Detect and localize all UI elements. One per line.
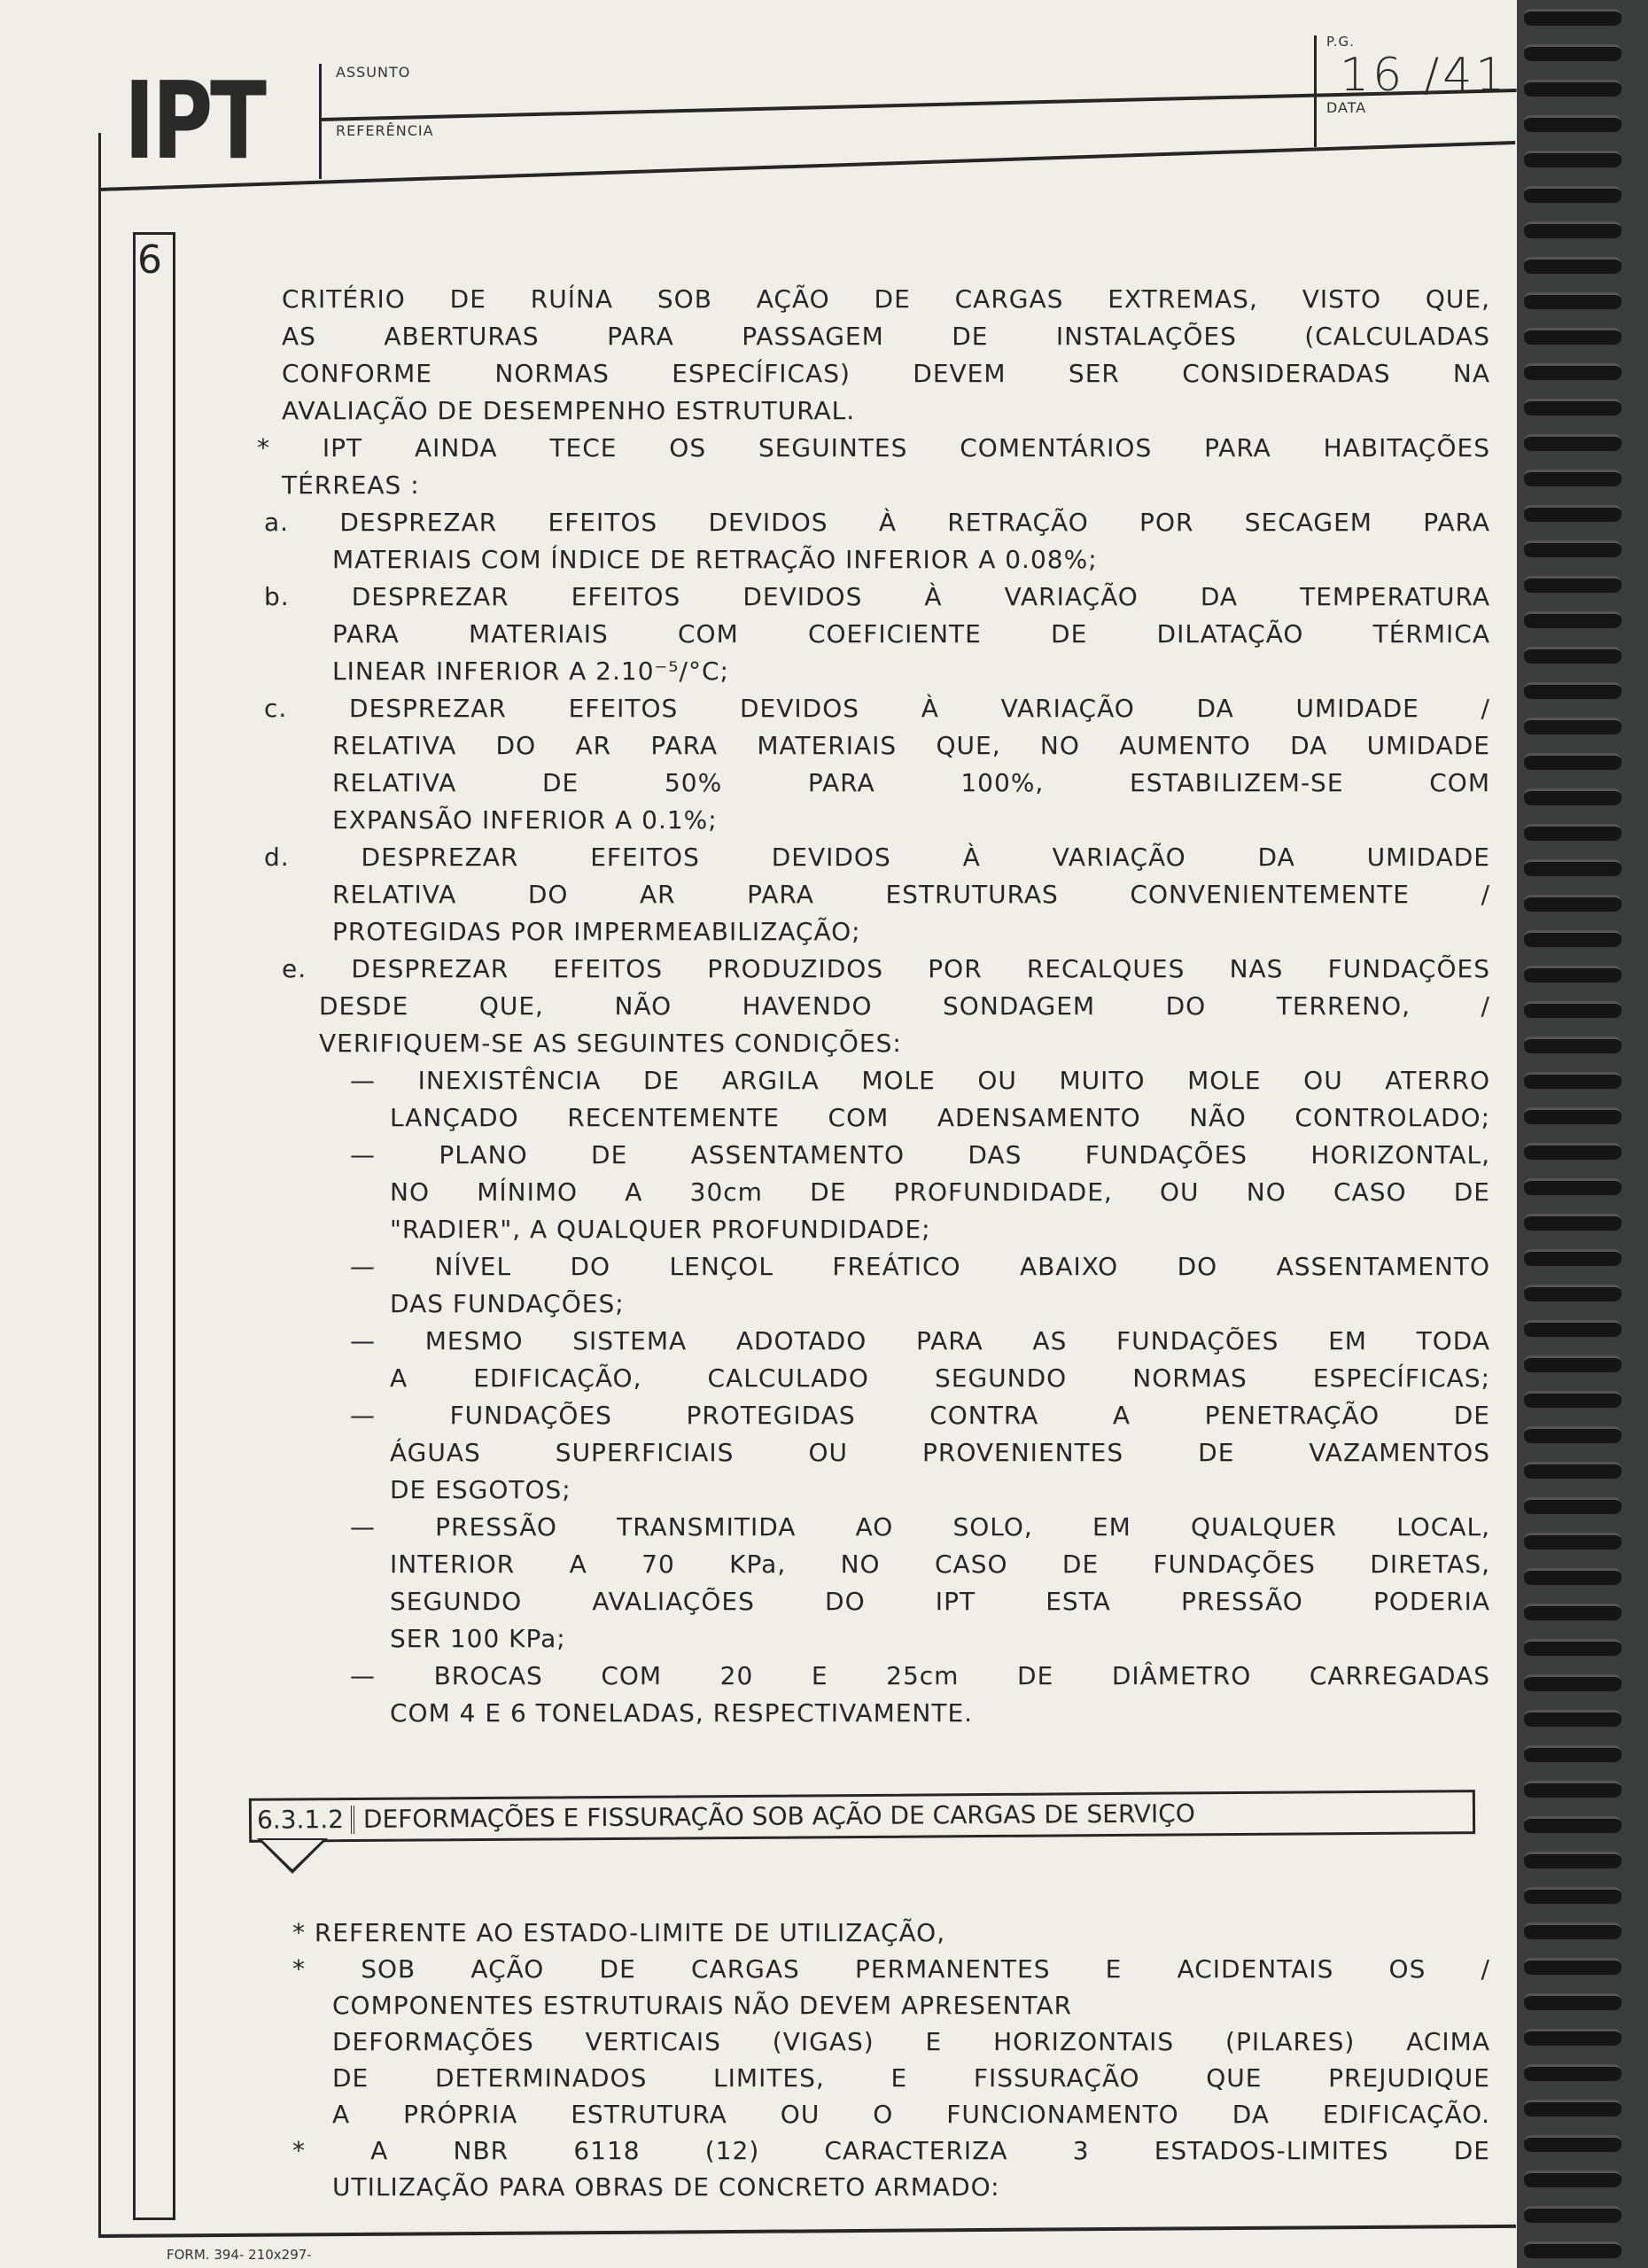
text-line: * REFERENTE AO ESTADO-LIMITE DE UTILIZAÇÃO,	[292, 1918, 946, 1947]
spiral-coil	[1524, 257, 1621, 274]
text-line: SER 100 KPa;	[390, 1624, 566, 1653]
text-line: SEGUNDO AVALIAÇÕES DO IPT ESTA PRESSÃO PODERIA	[390, 1587, 1490, 1616]
spiral-coil	[1524, 2171, 1621, 2187]
text-line: TÉRREAS :	[282, 470, 420, 500]
spiral-coil	[1524, 1426, 1621, 1443]
text-line: — PRESSÃO TRANSMITIDA AO SOLO, EM QUALQUER LOCAL,	[350, 1512, 1490, 1542]
spiral-coil	[1524, 9, 1621, 26]
text-line: — BROCAS COM 20 E 25cm DE DIÂMETRO CARREGADAS	[350, 1661, 1490, 1690]
spiral-coil	[1524, 611, 1621, 628]
text-line: — INEXISTÊNCIA DE ARGILA MOLE OU MUITO MOLE OU ATERRO	[350, 1066, 1490, 1095]
spiral-coil	[1524, 824, 1621, 841]
text-line: RELATIVA DO AR PARA ESTRUTURAS CONVENIENTEMENTE /	[332, 880, 1490, 909]
text-line: d. DESPREZAR EFEITOS DEVIDOS À VARIAÇÃO DA UMIDADE	[264, 843, 1490, 872]
text-line: PROTEGIDAS POR IMPERMEABILIZAÇÃO;	[332, 917, 861, 946]
text-line: AVALIAÇÃO DE DESEMPENHO ESTRUTURAL.	[282, 396, 856, 425]
text-line: e. DESPREZAR EFEITOS PRODUZIDOS POR RECALQUES NAS FUNDAÇÕES	[282, 954, 1490, 983]
text-line: — MESMO SISTEMA ADOTADO PARA AS FUNDAÇÕES EM TODA	[350, 1326, 1490, 1355]
spiral-coil	[1524, 1037, 1621, 1053]
spiral-coil	[1524, 1993, 1621, 2010]
spiral-coil	[1524, 1072, 1621, 1089]
spiral-coil	[1524, 1568, 1621, 1585]
text-line: b. DESPREZAR EFEITOS DEVIDOS À VARIAÇÃO DA TEMPERATURA	[264, 582, 1490, 611]
text-line: DE ESGOTOS;	[390, 1475, 571, 1504]
text-line: DEFORMAÇÕES VERTICAIS (VIGAS) E HORIZONTAIS (PILARES) ACIMA	[332, 2027, 1490, 2056]
spiral-coil	[1524, 1639, 1621, 1656]
spiral-coil	[1524, 44, 1621, 61]
spiral-coil	[1524, 1710, 1621, 1727]
assunto-label: ASSUNTO	[336, 64, 411, 81]
header-bottom-line	[98, 141, 1515, 191]
text-line: — NÍVEL DO LENÇOL FREÁTICO ABAIXO DO ASSENTAMENTO	[350, 1252, 1490, 1281]
spiral-coil	[1524, 186, 1621, 203]
spiral-coil	[1524, 576, 1621, 593]
margin-number: 6	[137, 237, 162, 283]
spiral-coil	[1524, 1958, 1621, 1975]
spiral-coil	[1524, 399, 1621, 416]
heading-triangle-icon	[257, 1838, 328, 1874]
text-line: RELATIVA DO AR PARA MATERIAIS QUE, NO AUMENTO DA UMIDADE	[332, 731, 1490, 760]
text-line: DAS FUNDAÇÕES;	[390, 1289, 625, 1318]
spiral-coil	[1524, 930, 1621, 947]
spiral-binding	[1517, 0, 1648, 2268]
spiral-coil	[1524, 788, 1621, 805]
text-line: PARA MATERIAIS COM COEFICIENTE DE DILATAÇÃO TÉRMICA	[332, 619, 1490, 649]
spiral-coil	[1524, 1001, 1621, 1018]
data-label: DATA	[1326, 99, 1367, 116]
spiral-coil	[1524, 1745, 1621, 1762]
spiral-coil	[1524, 80, 1621, 97]
text-line: a. DESPREZAR EFEITOS DEVIDOS À RETRAÇÃO POR SECAGEM PARA	[264, 508, 1490, 537]
spiral-coil	[1524, 2100, 1621, 2117]
section-title: DEFORMAÇÕES E FISSURAÇÃO SOB AÇÃO DE CARGAS DE SERVIÇO	[362, 1798, 1195, 1834]
spiral-coil	[1524, 718, 1621, 734]
spiral-coil	[1524, 895, 1621, 912]
text-line: RELATIVA DE 50% PARA 100%, ESTABILIZEM-SE COM	[332, 768, 1490, 797]
spiral-coil	[1524, 1214, 1621, 1231]
spiral-coil	[1524, 1355, 1621, 1372]
referencia-label: REFERÊNCIA	[336, 122, 434, 139]
spiral-coil	[1524, 328, 1621, 345]
spiral-coil	[1524, 1816, 1621, 1833]
text-line: * IPT AINDA TECE OS SEGUINTES COMENTÁRIOS PARA HABITAÇÕES	[257, 433, 1490, 462]
text-line: UTILIZAÇÃO PARA OBRAS DE CONCRETO ARMADO:	[332, 2172, 1000, 2202]
spiral-coil	[1524, 2135, 1621, 2152]
page-number: 16 /41	[1340, 49, 1509, 102]
text-line: NO MÍNIMO A 30cm DE PROFUNDIDADE, OU NO CASO DE	[390, 1177, 1490, 1207]
spiral-coil	[1524, 540, 1621, 557]
spiral-coil	[1524, 505, 1621, 522]
spiral-coil	[1524, 1249, 1621, 1266]
page-frame-left	[98, 133, 101, 2237]
pg-label: P.G.	[1326, 34, 1355, 50]
spiral-coil	[1524, 151, 1621, 167]
text-line: DESDE QUE, NÃO HAVENDO SONDAGEM DO TERRENO, /	[319, 991, 1490, 1021]
text-line: DE DETERMINADOS LIMITES, E FISSURAÇÃO QUE PREJUDIQUE	[332, 2063, 1490, 2093]
spiral-coil	[1524, 470, 1621, 486]
text-line: — FUNDAÇÕES PROTEGIDAS CONTRA A PENETRAÇÃO DE	[350, 1401, 1490, 1430]
spiral-coil	[1524, 1285, 1621, 1301]
text-line: c. DESPREZAR EFEITOS DEVIDOS À VARIAÇÃO DA UMIDADE /	[264, 694, 1490, 723]
spiral-coil	[1524, 647, 1621, 664]
spiral-coil	[1524, 966, 1621, 983]
spiral-coil	[1524, 1533, 1621, 1550]
spiral-coil	[1524, 2241, 1621, 2258]
spiral-coil	[1524, 1143, 1621, 1160]
spiral-coil	[1524, 292, 1621, 309]
spiral-coil	[1524, 1781, 1621, 1798]
spiral-coil	[1524, 1320, 1621, 1337]
spiral-coil	[1524, 1922, 1621, 1939]
text-line: INTERIOR A 70 KPa, NO CASO DE FUNDAÇÕES DIRETAS,	[390, 1550, 1490, 1579]
text-line: EXPANSÃO INFERIOR A 0.1%;	[332, 805, 718, 835]
text-line: * A NBR 6118 (12) CARACTERIZA 3 ESTADOS-LIMITES DE	[292, 2136, 1490, 2165]
page-frame-bottom	[98, 2225, 1516, 2238]
text-line: COM 4 E 6 TONELADAS, RESPECTIVAMENTE.	[390, 1698, 974, 1728]
spiral-coil	[1524, 1391, 1621, 1408]
ipt-logo: IPT	[124, 60, 264, 183]
spiral-coil	[1524, 1178, 1621, 1195]
spiral-coil	[1524, 221, 1621, 238]
spiral-coil	[1524, 1674, 1621, 1691]
text-line: A EDIFICAÇÃO, CALCULADO SEGUNDO NORMAS ESPECÍFICAS;	[390, 1363, 1490, 1393]
pg-divider	[1314, 35, 1317, 147]
text-line: CONFORME NORMAS ESPECÍFICAS) DEVEM SER CONSIDERADAS NA	[282, 359, 1490, 388]
spiral-coil	[1524, 1887, 1621, 1904]
spiral-coil	[1524, 1497, 1621, 1514]
text-line: * SOB AÇÃO DE CARGAS PERMANENTES E ACIDENTAIS OS /	[292, 1954, 1490, 1984]
section-heading	[249, 1790, 1475, 1843]
text-line: AS ABERTURAS PARA PASSAGEM DE INSTALAÇÕES (CALCULADAS	[282, 322, 1490, 351]
spiral-coil	[1524, 682, 1621, 699]
section-number: 6.3.1.2	[252, 1806, 354, 1835]
text-line: A PRÓPRIA ESTRUTURA OU O FUNCIONAMENTO DA EDIFICAÇÃO.	[332, 2100, 1490, 2129]
text-line: VERIFIQUEM-SE AS SEGUINTES CONDIÇÕES:	[319, 1029, 902, 1058]
spiral-coil	[1524, 1107, 1621, 1124]
spiral-coil	[1524, 115, 1621, 132]
spiral-coil	[1524, 859, 1621, 876]
text-line: COMPONENTES ESTRUTURAIS NÃO DEVEM APRESENTAR	[332, 1991, 1073, 2020]
spiral-coil	[1524, 1604, 1621, 1620]
margin-column	[133, 232, 175, 2220]
spiral-coil	[1524, 753, 1621, 770]
spiral-coil	[1524, 2206, 1621, 2223]
spiral-coil	[1524, 2064, 1621, 2081]
text-line: — PLANO DE ASSENTAMENTO DAS FUNDAÇÕES HORIZONTAL,	[350, 1140, 1490, 1169]
text-line: ÁGUAS SUPERFICIAIS OU PROVENIENTES DE VAZAMENTOS	[390, 1438, 1490, 1467]
text-line: MATERIAIS COM ÍNDICE DE RETRAÇÃO INFERIOR A 0.08%;	[332, 545, 1098, 574]
spiral-coil	[1524, 434, 1621, 451]
spiral-coil	[1524, 1852, 1621, 1868]
text-line: LANÇADO RECENTEMENTE COM ADENSAMENTO NÃO CONTROLADO;	[390, 1103, 1490, 1132]
text-line: CRITÉRIO DE RUÍNA SOB AÇÃO DE CARGAS EXTREMAS, VISTO QUE,	[282, 284, 1490, 314]
spiral-coil	[1524, 1462, 1621, 1479]
text-line: "RADIER", A QUALQUER PROFUNDIDADE;	[390, 1215, 931, 1244]
form-footer: FORM. 394- 210x297-	[167, 2247, 312, 2263]
spiral-coil	[1524, 363, 1621, 380]
text-line: LINEAR INFERIOR A 2.10⁻⁵/°C;	[332, 656, 729, 686]
spiral-coil	[1524, 2029, 1621, 2046]
